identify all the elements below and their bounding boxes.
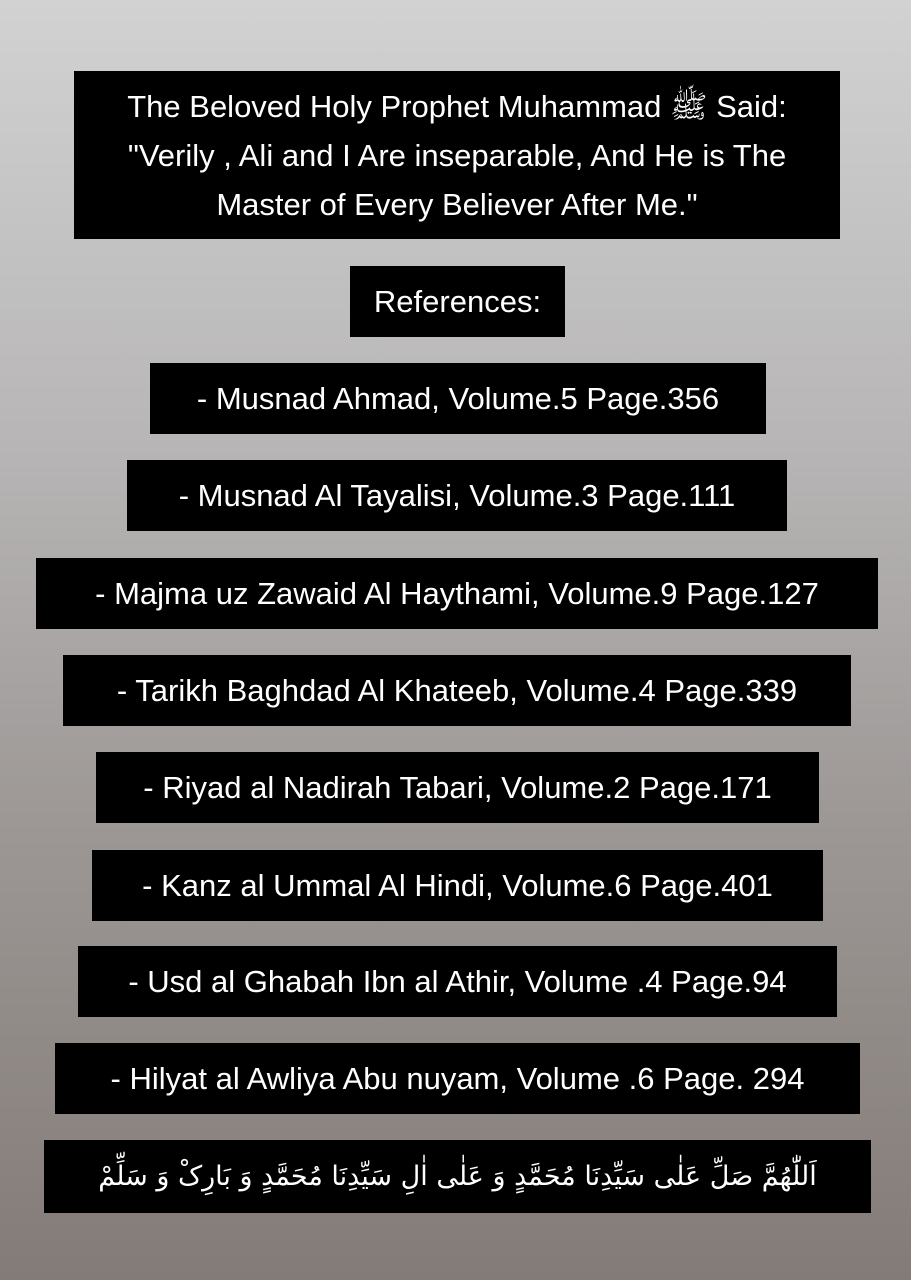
quote-line-2: "Verily , Ali and I Are inseparable, And He is The xyxy=(127,137,787,173)
reference-item: - Majma uz Zawaid Al Haythami, Volume.9 Page.127 xyxy=(36,558,878,629)
reference-item: - Riyad al Nadirah Tabari, Volume.2 Page.171 xyxy=(96,752,819,823)
reference-item: - Kanz al Ummal Al Hindi, Volume.6 Page.401 xyxy=(92,850,823,921)
references-heading: References: xyxy=(350,266,565,337)
reference-item: - Tarikh Baghdad Al Khateeb, Volume.4 Page.339 xyxy=(63,655,851,726)
quote-box xyxy=(74,71,840,239)
reference-item: - Usd al Ghabah Ibn al Athir, Volume .4 Page.94 xyxy=(78,946,837,1017)
reference-item: - Hilyat al Awliya Abu nuyam, Volume .6 Page. 294 xyxy=(55,1043,860,1114)
reference-item: - Musnad Al Tayalisi, Volume.3 Page.111 xyxy=(127,460,787,531)
quote-line-1: The Beloved Holy Prophet Muhammad ﷺ Said: xyxy=(127,88,787,124)
reference-item: - Musnad Ahmad, Volume.5 Page.356 xyxy=(150,363,766,434)
quote-line-3: Master of Every Believer After Me." xyxy=(216,186,698,222)
durood-arabic-text: اَللّٰهُمَّ صَلِّ عَلٰى سَيِّدِنَا مُحَمَّدٍ وَ عَلٰى اٰلِ سَيِّدِنَا مُحَمَّدٍ وَ بَارِکْ وَ سَلِّمْ xyxy=(44,1140,871,1213)
